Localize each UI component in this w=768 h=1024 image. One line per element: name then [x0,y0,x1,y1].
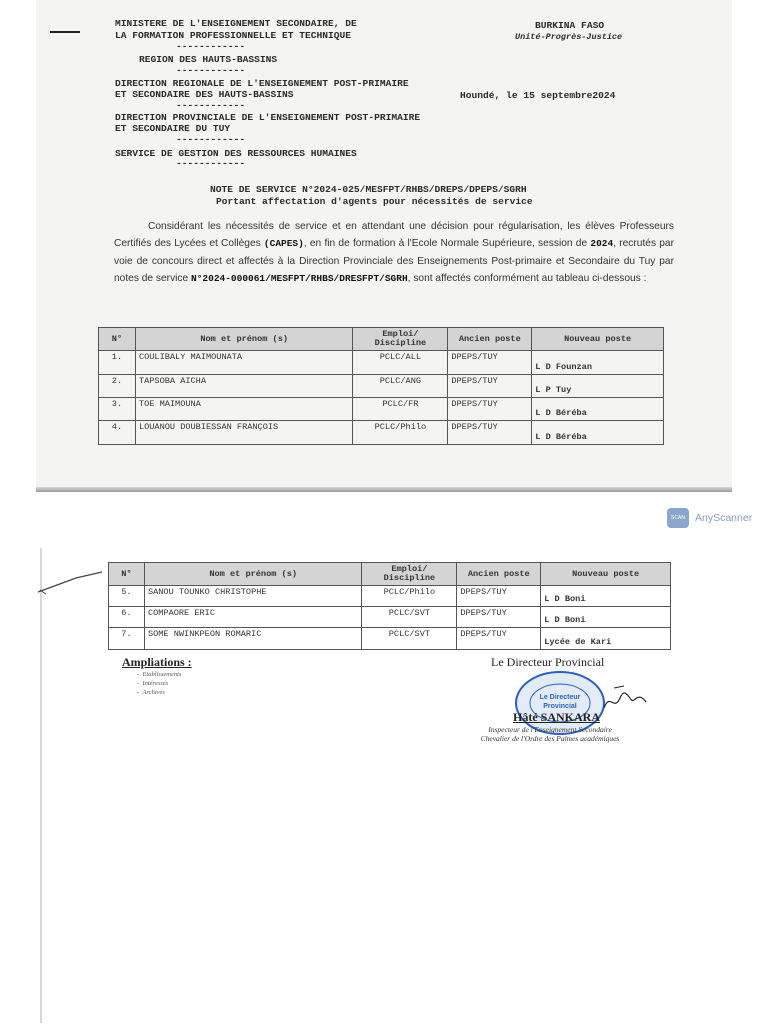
reference-number: N°2024-000061/MESFPT/RHBS/DRESFPT/SGRH [191,272,408,284]
separator: ------------ [176,100,246,111]
service-title: SERVICE DE GESTION DES RESSOURCES HUMAINES [115,148,357,159]
ministry-line-1: MINISTERE DE L'ENSEIGNEMENT SECONDAIRE, DE [115,18,357,29]
col-header-nouveau: Nouveau poste [541,563,671,586]
anyscanner-watermark [667,508,752,528]
separator: ------------ [176,134,246,145]
col-header-nouveau: Nouveau poste [532,328,664,351]
table-row: 2. TAPSOBA AICHA PCLC/ANG DPEPS/TUY L P Tuy [99,375,664,398]
list-item: - Intéressés [137,680,169,687]
margin-arrow-mark [36,570,106,598]
separator: ------------ [176,158,246,169]
col-header-num: N° [109,563,145,586]
note-title: NOTE DE SERVICE N°2024-025/MESFPT/RHBS/DREPS/DPEPS/SGRH [210,184,527,195]
signatory-credentials: Inspecteur de l'Enseignement Secondaire Chevalier de l'Ordre des Palmes académiques [480,725,620,743]
table-row: 6. COMPAORE ERIC PCLC/SVT DPEPS/TUY L D Boni [109,607,671,628]
table-row: 4. LOUANOU DOUBIESSAN FRANÇOIS PCLC/Philo DPEPS/TUY L D Béréba [99,421,664,445]
list-item: - Archives [137,689,165,696]
place-date: Houndé, le 15 septembre2024 [460,90,616,101]
svg-text:Le Directeur: Le Directeur [539,694,581,701]
ministry-line-2: LA FORMATION PROFESSIONNELLE ET TECHNIQUE [115,30,352,41]
signatory-name: Hâté SANKARA [513,710,600,724]
table-row: 1. COULIBALY MAIMOUNATA PCLC/ALL DPEPS/TUY L D Founzan [99,351,664,375]
table-row: 3. TOE MAIMOUNA PCLC/FR DPEPS/TUY L D Béréba [99,398,664,421]
country-name: BURKINA FASO [535,20,605,31]
table-header-row [109,563,671,586]
list-item: - Etablissements [137,671,182,678]
dreps-line-1: DIRECTION REGIONALE DE L'ENSEIGNEMENT POST-PRIMAIRE [115,78,409,89]
dpeps-line-2: ET SECONDAIRE DU TUY [115,123,231,134]
table-row: 5. SANOU TOUNKO CHRISTOPHE PCLC/Philo DPEPS/TUY L D Boni [109,586,671,607]
col-header-name: Nom et prénom (s) [144,563,362,586]
note-subtitle: Portant affectation d'agents pour nécessités de service [216,196,533,207]
session-year: 2024 [590,238,614,250]
country-motto: Unité-Progrès-Justice [515,32,623,42]
col-header-ancien: Ancien poste [457,563,541,586]
assignment-table-2 [108,562,671,650]
page-1-bottom-edge [36,487,732,492]
dreps-line-2: ET SECONDAIRE DES HAUTS-BASSINS [115,89,294,100]
note-body: Considérant les nécessités de service et en attendant une décision pour régularisation, les élèves Professeurs Certifiés des Lycées et Collèges (CAPES), en fin de formation à l'Ecole Normale Supérieure, session de 2024, recrutés par voie de concours direct et affectés à la Direction Provinciale des Enseignements Post-primaire et Secondaire du Tuy par notes de service N°2024-000061/MESFPT/RHBS/DRESFPT/SGRH, sont affectés conformément au tableau ci-dessous : [114,221,674,284]
page-2-left-edge [40,548,42,1023]
handwritten-signature [600,682,650,714]
col-header-emploi: Emploi/ Discipline [353,328,448,351]
svg-text:Provincial: Provincial [543,703,577,710]
ampliations-list [137,670,181,697]
col-header-name: Nom et prénom (s) [135,328,353,351]
region-title: REGION DES HAUTS-BASSINS [139,54,278,65]
assignment-table-1 [98,327,664,445]
scanner-label: AnyScanner [695,512,753,524]
col-header-num: N° [99,328,136,351]
scanner-icon: SCAN [667,508,689,528]
separator: ------------ [176,41,246,52]
margin-dash-mark [50,31,80,33]
signatory-title: Le Directeur Provincial [491,655,605,669]
col-header-ancien: Ancien poste [448,328,532,351]
table-row: 7. SOME NWINKPEON ROMARIC PCLC/SVT DPEPS/TUY Lycée de Kari [109,628,671,650]
dpeps-line-1: DIRECTION PROVINCIALE DE L'ENSEIGNEMENT POST-PRIMAIRE [115,112,421,123]
capes-label: (CAPES) [263,238,304,250]
separator: ------------ [176,65,246,76]
table-header-row [99,328,664,351]
col-header-emploi: Emploi/ Discipline [362,563,457,586]
ampliations-title: Ampliations : [122,655,192,669]
